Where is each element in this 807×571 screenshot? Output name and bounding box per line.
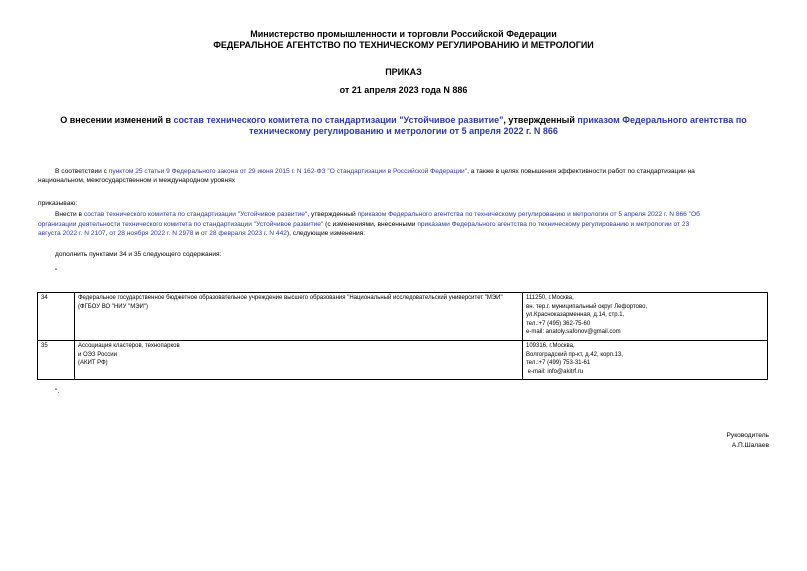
address-line: вн. тер.г. муниципальный округ Лефортово, xyxy=(526,303,648,310)
preamble-line1 xyxy=(55,167,695,176)
address-line: e-mail: anatoly.safonov@gmail.com xyxy=(526,329,621,336)
clause-link-order[interactable]: приказом Федерального агентства по техническому регулированию и метрологии от 5 апреля 2022 г. N 866 "Об xyxy=(357,211,700,218)
preamble-text: , а также в целях повышения эффективности работ по стандартизации на xyxy=(467,168,695,175)
address-line: e-mail: info@akitrf.ru xyxy=(526,368,584,375)
table-row xyxy=(38,340,768,379)
title-link-order[interactable]: приказом Федерального агентства по xyxy=(577,115,747,125)
doc-title-line2 xyxy=(0,126,807,137)
clause-link-amendments[interactable]: приказами Федерального агентства по техническому регулированию и метрологии от 23 xyxy=(417,221,690,228)
preamble-text: В соответствии с xyxy=(55,168,109,175)
address-line: Волгоградский пр-кт, д.42, корп.13, xyxy=(526,351,623,358)
preamble-law-link[interactable]: пунктом 25 статьи 9 Федерального закона от 29 июня 2015 г. N 162-ФЗ "О стандартизации в Российской Федерации" xyxy=(108,168,468,175)
address-line: тел.:+7 (499) 753-31-61 xyxy=(526,360,591,367)
address-line: ул.Красноказарменная, д.14, стр.1, xyxy=(526,312,625,319)
clause-link-org[interactable]: организации деятельности технического комитета по стандартизации "Устойчивое развитие" xyxy=(38,221,324,228)
clause-link-committee[interactable]: состав технического комитета по стандартизации "Устойчивое развитие" xyxy=(83,211,308,218)
clause-text: ), следующие изменения: xyxy=(286,230,366,237)
address-cell xyxy=(523,293,768,341)
org-line: Ассоциация кластеров, технопарков xyxy=(78,342,180,349)
address-cell xyxy=(523,340,768,379)
row-number: 35 xyxy=(38,340,75,379)
title-link-order-cont[interactable]: техническому регулированию и метрологии от 5 апреля 2022 г. N 866 xyxy=(249,126,558,136)
preamble-line2: национальном, межгосударственном и международном уровнях xyxy=(38,177,236,184)
clause-text: Внести в xyxy=(55,211,84,218)
table-row xyxy=(38,293,768,341)
clause-text: (с изменениями, внесенными xyxy=(323,221,418,228)
order-word: приказываю: xyxy=(38,200,78,207)
committee-members-table xyxy=(37,292,768,380)
agency-name: ФЕДЕРАЛЬНОЕ АГЕНТСТВО ПО ТЕХНИЧЕСКОМУ РЕГУЛИРОВАНИЮ И МЕТРОЛОГИИ xyxy=(213,40,594,50)
title-link-committee[interactable]: состав технического комитета по стандартизации "Устойчивое развитие" xyxy=(173,115,504,125)
doc-title xyxy=(0,115,807,126)
clause-text: и xyxy=(193,230,201,237)
organization-cell: Федеральное государственное бюджетное образовательное учреждение высшего образования "Национальный исследовательский университет "МЭИ" (ФГБОУ ВО "НИУ "МЭИ") xyxy=(75,293,523,341)
doc-date: от 21 апреля 2023 года N 886 xyxy=(339,85,468,95)
organization-cell xyxy=(75,340,523,379)
ministry-name: Министерство промышленности и торговли Российской Федерации xyxy=(250,29,557,39)
org-line: (АКИТ РФ) xyxy=(78,360,108,367)
org-line: и ОЭЗ России xyxy=(78,351,117,358)
quote-close: ". xyxy=(55,388,60,395)
clause-line3 xyxy=(38,229,365,238)
clause-link-2978[interactable]: от 28 ноября 2022 г. N 2978 xyxy=(109,230,194,237)
quote-open: " xyxy=(55,268,58,275)
signature-name: А.П.Шалаев xyxy=(731,442,769,449)
supplement-text: дополнить пунктами 34 и 35 следующего содержания: xyxy=(55,251,222,258)
address-line: 109316, г.Москва, xyxy=(526,342,575,349)
title-text: , утвержденный xyxy=(503,115,578,125)
clause-line1 xyxy=(55,210,700,219)
row-number: 34 xyxy=(38,293,75,341)
signature-position: Руководитель xyxy=(726,432,769,439)
title-text: О внесении изменений в xyxy=(60,115,174,125)
clause-line2 xyxy=(38,220,689,229)
doc-type: ПРИКАЗ xyxy=(385,67,422,77)
address-line: тел.:+7 (495) 362-75-60 xyxy=(526,320,591,327)
clause-link-2107[interactable]: августа 2022 г. N 2107 xyxy=(38,230,106,237)
clause-text: , утвержденный xyxy=(307,211,358,218)
address-line: 111250, г.Москва, xyxy=(526,295,574,301)
clause-text: , xyxy=(105,230,110,237)
clause-link-442[interactable]: от 28 февраля 2023 г. N 442 xyxy=(200,230,287,237)
